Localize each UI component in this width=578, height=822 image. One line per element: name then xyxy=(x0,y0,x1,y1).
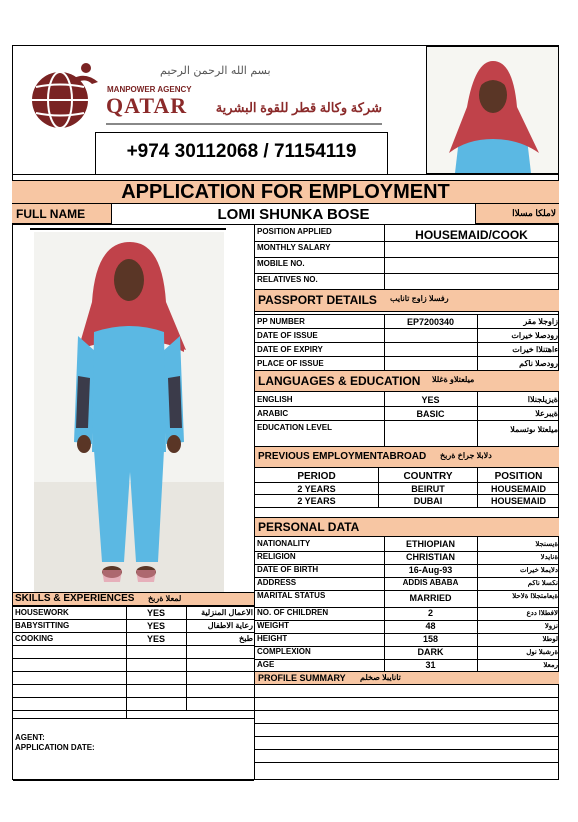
rule-line xyxy=(13,697,254,698)
rule-line xyxy=(254,659,559,660)
rule-line xyxy=(13,671,254,672)
profile-summary-header: PROFILE SUMMARY xyxy=(258,674,346,683)
rule-line xyxy=(13,718,254,719)
education-level-label: EDUCATION LEVEL xyxy=(257,424,332,432)
rule-line xyxy=(13,658,254,659)
address-label: ADDRESS xyxy=(257,579,297,587)
agent-label: AGENT: xyxy=(15,734,45,742)
nationality-label: NATIONALITY xyxy=(257,540,311,548)
previous-header: PREVIOUS EMPLOYMENTABROAD xyxy=(258,452,427,462)
rule-line xyxy=(254,633,559,634)
age-arabic: رمعلا xyxy=(543,662,558,669)
rule-line xyxy=(254,723,559,724)
english-value: YES xyxy=(421,396,440,405)
rule-line xyxy=(254,607,559,608)
rule-line xyxy=(254,671,559,672)
english-arabic: ةيزيلجنلاا xyxy=(527,396,558,404)
date-of-issue-arabic: رودصلا خيرات xyxy=(511,332,558,340)
personal-header: PERSONAL DATA xyxy=(258,521,360,533)
height-label: HEIGHT xyxy=(257,635,288,643)
education-level-arabic: ميلعتلا ىوتسملا xyxy=(510,426,558,434)
weight-value: 48 xyxy=(425,622,436,631)
date-of-birth-value: 16-Aug-93 xyxy=(408,566,453,575)
rule-line xyxy=(13,632,254,633)
rule-line xyxy=(126,606,127,718)
previous-header-arabic: دلابلا جراخ ةربخ xyxy=(440,452,492,460)
position-applied-label: POSITION APPLIED xyxy=(257,228,332,236)
date-of-expiry-label: DATE OF EXPIRY xyxy=(257,346,323,354)
housework-value: YES xyxy=(146,609,165,618)
position-column-header: POSITION xyxy=(494,472,543,482)
arabic-value: BASIC xyxy=(416,410,445,419)
rule-line xyxy=(254,577,559,578)
relatives-no-label: RELATIVES NO. xyxy=(257,276,318,284)
phone-number: +974 30112068 / 71154119 xyxy=(126,141,357,162)
place-of-issue-label: PLACE OF ISSUE xyxy=(257,360,324,368)
languages-header: LANGUAGES & EDUCATION xyxy=(258,375,421,387)
rule-line xyxy=(477,537,478,671)
cooking-value: YES xyxy=(146,635,165,644)
skills-header-arabic: لمعلا ةربخ xyxy=(148,595,182,603)
agency-logo xyxy=(26,60,106,132)
rule-line xyxy=(13,684,254,685)
no-of-children-label: NO. OF CHILDREN xyxy=(257,609,329,617)
arabic-arabic: ةيبرعلا xyxy=(535,410,558,418)
employment-country-2: DUBAI xyxy=(413,497,443,506)
height-value: 158 xyxy=(422,635,439,644)
country-column-header: COUNTRY xyxy=(403,472,453,482)
rule-line xyxy=(186,606,187,710)
no-of-children-arabic: لافطلاا ددع xyxy=(526,610,558,617)
age-label: AGE xyxy=(257,661,275,669)
rule-line xyxy=(254,710,559,711)
full-body-portrait xyxy=(34,232,224,592)
agency-name-arabic: شركة وكالة قطر للقوة البشرية xyxy=(215,100,382,115)
cooking-arabic: طبخ xyxy=(239,635,253,643)
complexion-label: COMPLEXION xyxy=(257,648,311,656)
rule-line xyxy=(13,645,254,646)
rule-line xyxy=(254,697,559,698)
period-column-header: PERIOD xyxy=(297,472,336,482)
pp-number-arabic: زاوجلا مقر xyxy=(523,318,558,326)
rule-line xyxy=(254,564,559,565)
nationality-value: ETHIOPIAN xyxy=(405,540,455,549)
calligraphy: بسم الله الرحمن الرحيم xyxy=(160,64,271,77)
full-name-label: FULL NAME xyxy=(16,207,86,221)
full-body-photo xyxy=(34,232,224,592)
rule-line xyxy=(13,606,254,607)
date-of-expiry-arabic: ءاهتنلاا خيرات xyxy=(512,346,558,354)
pp-number-value: EP7200340 xyxy=(406,318,455,327)
headshot-portrait xyxy=(427,47,558,173)
marital-status-value: MARRIED xyxy=(409,594,452,603)
monthly-salary-label: MONTHLY SALARY xyxy=(257,244,331,252)
logo-divider xyxy=(106,123,382,125)
rule-line xyxy=(254,749,559,750)
rule-line xyxy=(254,646,559,647)
rule-line xyxy=(13,710,254,711)
employment-position-1: HOUSEMAID xyxy=(490,485,546,494)
employment-country-1: BEIRUT xyxy=(411,485,445,494)
marital-status-arabic: ةيعامتجلاا ةلاحلا xyxy=(512,593,558,600)
address-value: ADDIS ABABA xyxy=(402,579,459,587)
religion-value: CHRISTIAN xyxy=(406,553,455,562)
date-of-issue-label: DATE OF ISSUE xyxy=(257,332,318,340)
rule-line xyxy=(13,619,254,620)
full-name-value: LOMI SHUNKA BOSE xyxy=(217,206,370,223)
pp-number-label: PP NUMBER xyxy=(257,318,305,326)
page-title: APPLICATION FOR EMPLOYMENT xyxy=(121,181,450,203)
globe-logo-icon xyxy=(26,60,106,132)
marital-status-label: MARITAL STATUS xyxy=(257,592,326,600)
profile-summary-arabic: تانايبلا صخلم xyxy=(360,674,401,682)
rule-line xyxy=(254,762,559,763)
housework-label: HOUSEWORK xyxy=(15,609,69,617)
complexion-value: DARK xyxy=(417,648,444,657)
cooking-label: COOKING xyxy=(15,635,54,643)
rule-line xyxy=(13,780,254,781)
employment-position-2: HOUSEMAID xyxy=(490,497,546,506)
religion-arabic: ةنايدلا xyxy=(540,554,558,561)
headshot-photo xyxy=(426,46,559,174)
weight-arabic: نزولا xyxy=(544,623,558,630)
babysitting-label: BABYSITTING xyxy=(15,622,70,630)
mobile-no-label: MOBILE NO. xyxy=(257,260,305,268)
babysitting-value: YES xyxy=(146,622,165,631)
employment-period-2: 2 YEARS xyxy=(297,497,336,506)
address-arabic: نكسلا ناكم xyxy=(527,580,558,587)
date-of-birth-label: DATE OF BIRTH xyxy=(257,566,319,574)
babysitting-arabic: رعاية الاطفال xyxy=(207,622,253,630)
agency-name-big: QATAR xyxy=(106,93,188,118)
height-arabic: لوطلا xyxy=(542,636,558,643)
place-of-issue-arabic: رودصلا ناكم xyxy=(519,360,558,368)
complexion-arabic: ةرشبلا نول xyxy=(526,649,558,656)
languages-header-arabic: ميلعتلاو ةغللا xyxy=(432,376,475,384)
arabic-label: ARABIC xyxy=(257,410,289,418)
skills-header: SKILLS & EXPERIENCES xyxy=(15,594,135,604)
religion-label: RELIGION xyxy=(257,553,296,561)
housework-arabic: الأعمال المنزلية xyxy=(201,609,253,617)
passport-header: PASSPORT DETAILS xyxy=(258,294,377,306)
rule-line xyxy=(254,590,559,591)
rule-line xyxy=(384,537,385,671)
english-label: ENGLISH xyxy=(257,396,293,404)
position-applied-value: HOUSEMAID/COOK xyxy=(415,229,528,241)
nationality-arabic: ةيسنجلا xyxy=(535,541,558,548)
application-date-label: APPLICATION DATE: xyxy=(15,744,95,752)
no-of-children-value: 2 xyxy=(427,609,433,618)
rule-line xyxy=(254,551,559,552)
rule-line xyxy=(254,620,559,621)
agency-name-small: MANPOWER AGENCY xyxy=(107,85,192,94)
weight-label: WEIGHT xyxy=(257,622,289,630)
date-of-birth-arabic: دلايملا خيرات xyxy=(519,567,558,574)
employment-period-1: 2 YEARS xyxy=(297,485,336,494)
full-name-arabic: لاملكا مسلاا xyxy=(512,208,556,218)
age-value: 31 xyxy=(425,661,436,670)
passport-header-arabic: رفسلا زاوج تانايب xyxy=(390,295,449,303)
rule-line xyxy=(254,736,559,737)
